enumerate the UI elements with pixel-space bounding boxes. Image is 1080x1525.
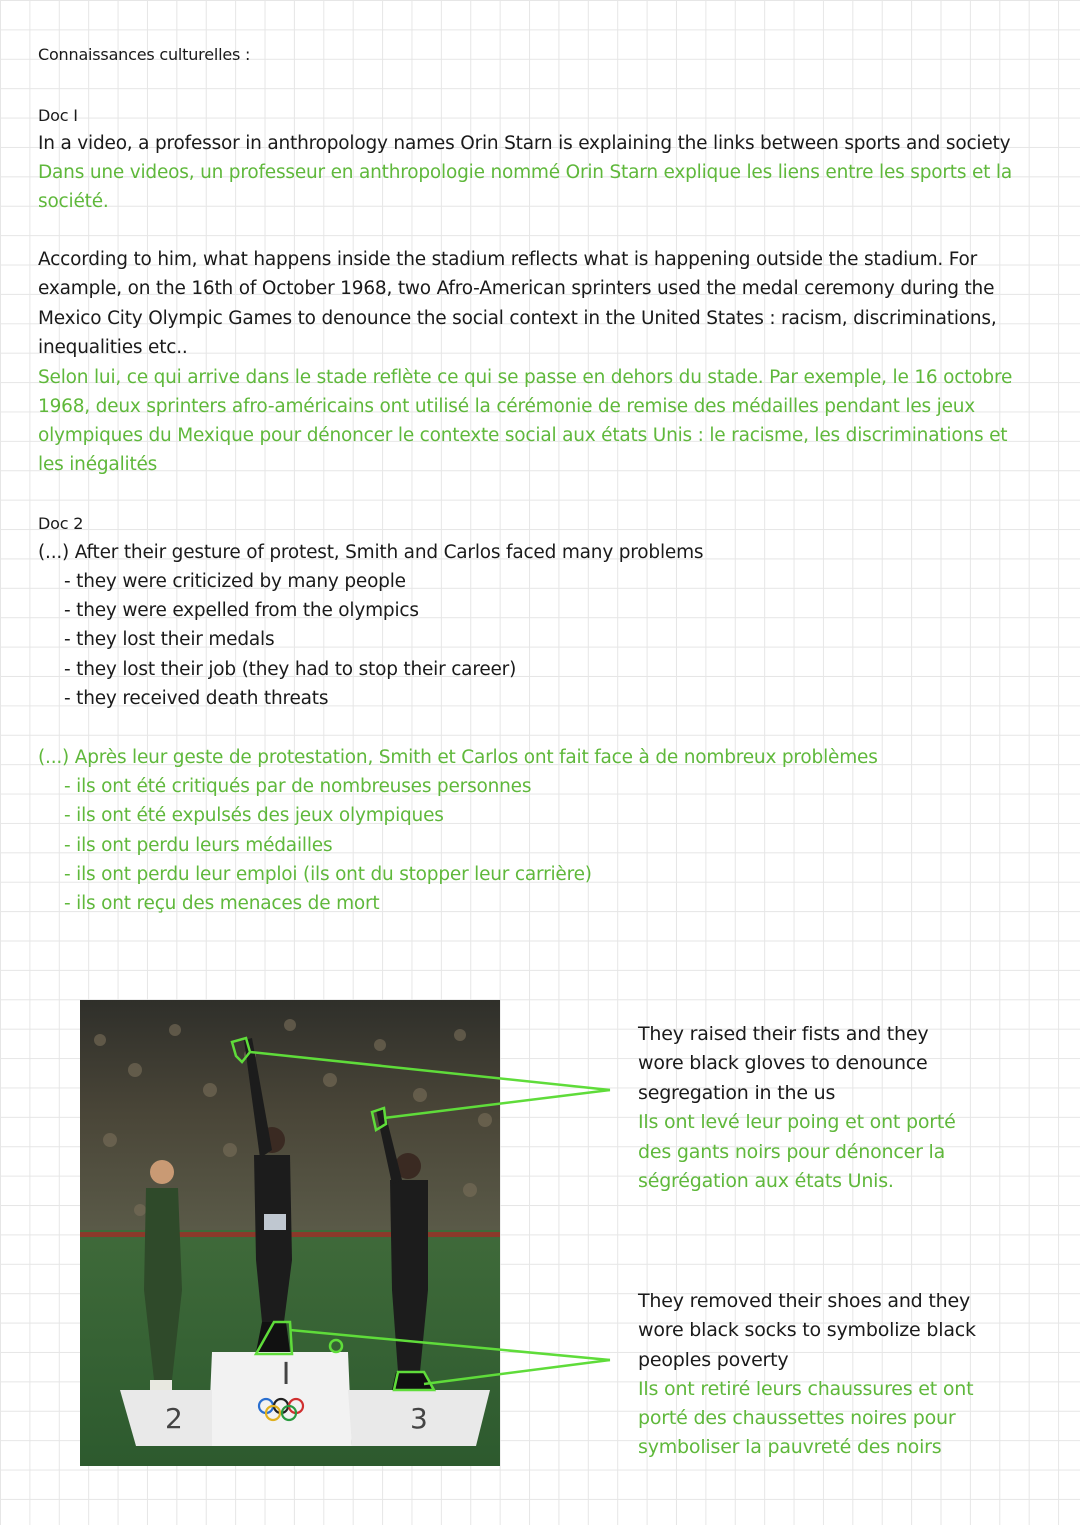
- podium-number-second: 2: [165, 1402, 183, 1435]
- doc1-fr-intro-line: société.: [38, 191, 109, 212]
- caption-fists-en-line: They raised their fists and they: [638, 1023, 929, 1045]
- doc1-en-body-line: inequalities etc..: [38, 337, 188, 358]
- caption-fists-en-line: segregation in the us: [638, 1082, 836, 1104]
- doc2-en-intro: (...) After their gesture of protest, Smith and Carlos faced many problems: [38, 542, 704, 563]
- doc2-fr-list-item: - ils ont perdu leurs médailles: [64, 835, 333, 856]
- caption-fists-fr-line: des gants noirs pour dénoncer la: [638, 1141, 946, 1163]
- doc2-fr-list-item: - ils ont été expulsés des jeux olympiques: [64, 805, 444, 826]
- doc2-fr-list-item: - ils ont perdu leur emploi (ils ont du stopper leur carrière): [64, 864, 592, 885]
- caption-shoes-en-line: They removed their shoes and they: [638, 1290, 970, 1312]
- doc2-en-list-item: - they were criticized by many people: [64, 571, 406, 592]
- caption-shoes-fr-line: symboliser la pauvreté des noirs: [638, 1436, 942, 1458]
- doc1-en-body-line: example, on the 16th of October 1968, two Afro-American sprinters used the medal ceremony during the: [38, 278, 995, 299]
- caption-shoes-en-line: wore black socks to symbolize black: [638, 1319, 976, 1341]
- caption-fists-en-line: wore black gloves to denounce: [638, 1052, 928, 1074]
- doc2-fr-intro: (...) Après leur geste de protestation, Smith et Carlos ont fait face à de nombreux problèmes: [38, 747, 878, 768]
- doc1-fr-body-line: 1968, deux sprinters afro-américains ont utilisé la cérémonie de remise des médailles pendant les jeux: [38, 396, 976, 417]
- doc1-fr-body-line: les inégalités: [38, 454, 158, 475]
- doc1-fr-intro-line: Dans une videos, un professeur en anthropologie nommé Orin Starn explique les liens entre les sports et la: [38, 162, 1012, 183]
- podium-number-third: 3: [410, 1402, 428, 1435]
- doc1-en-intro-line: In a video, a professor in anthropology names Orin Starn is explaining the links between sports and society: [38, 133, 1011, 154]
- doc1-title: Doc I: [38, 106, 78, 125]
- doc2-en-list-item: - they lost their medals: [64, 629, 275, 650]
- podium-photo: [80, 1000, 500, 1466]
- doc2-en-list-item: - they received death threats: [64, 688, 329, 709]
- doc2-fr-list-item: - ils ont reçu des menaces de mort: [64, 893, 380, 914]
- doc2-fr-list-item: - ils ont été critiqués par de nombreuses personnes: [64, 776, 532, 797]
- doc1-en-body-line: According to him, what happens inside the stadium reflects what is happening outside the stadium. For: [38, 249, 978, 270]
- caption-shoes-fr-line: Ils ont retiré leurs chaussures et ont: [638, 1378, 974, 1400]
- doc2-title: Doc 2: [38, 514, 84, 533]
- doc1-fr-body-line: olympiques du Mexique pour dénoncer le contexte social aux états Unis : le racisme, les discriminations et: [38, 425, 1008, 446]
- doc2-en-list-item: - they lost their job (they had to stop their career): [64, 659, 517, 680]
- podium-number-first: I: [281, 1357, 291, 1392]
- doc1-fr-body-line: Selon lui, ce qui arrive dans le stade reflète ce qui se passe en dehors du stade. Par exemple, le 16 octobre: [38, 367, 1013, 388]
- doc2-en-list-item: - they were expelled from the olympics: [64, 600, 419, 621]
- caption-shoes-fr-line: porté des chaussettes noires pour: [638, 1407, 956, 1429]
- caption-shoes-en-line: peoples poverty: [638, 1349, 789, 1371]
- doc1-en-body-line: Mexico City Olympic Games to denounce the social context in the United States : racism, discriminations,: [38, 308, 997, 329]
- caption-fists-fr-line: ségrégation aux états Unis.: [638, 1170, 894, 1192]
- page-header: Connaissances culturelles :: [38, 45, 251, 64]
- caption-fists-fr-line: Ils ont levé leur poing et ont porté: [638, 1111, 956, 1133]
